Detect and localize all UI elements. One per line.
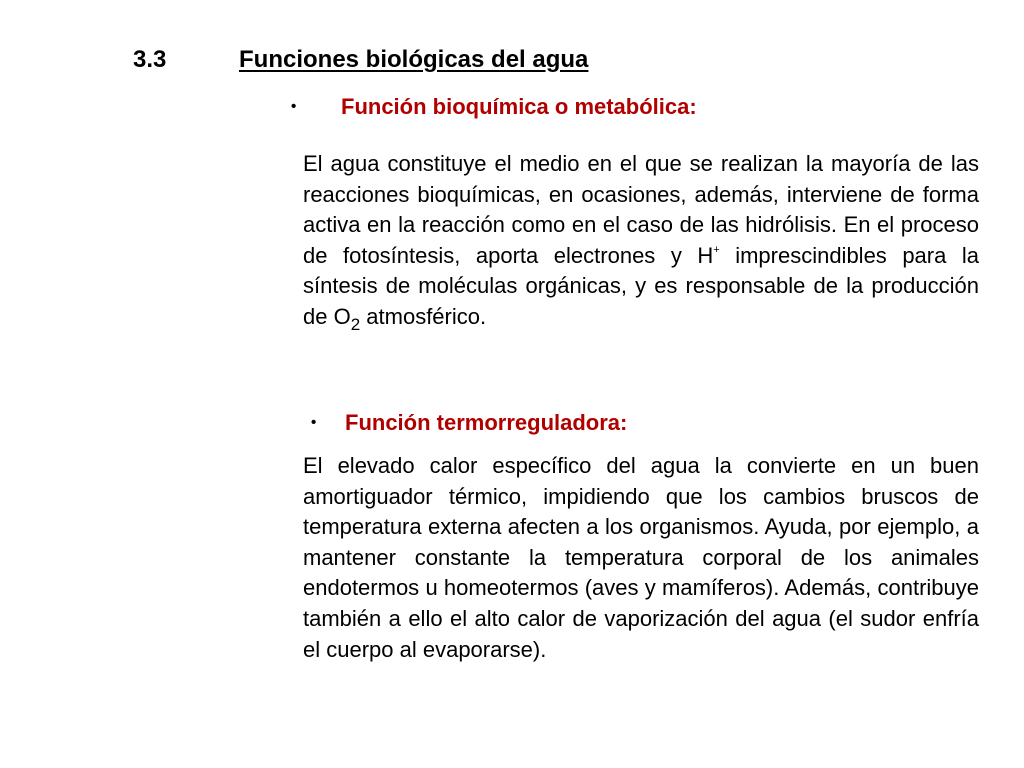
bullet-heading-thermoregulatory <box>311 410 811 436</box>
o2-subscript: 2 <box>350 314 361 334</box>
paragraph-metabolic <box>303 149 979 333</box>
bullet-icon: • <box>291 98 297 115</box>
paragraph-metabolic-text-3: atmosférico. <box>360 303 487 329</box>
heading-metabolic-label: Función bioquímica o metabólica: <box>341 94 697 119</box>
section-number: 3.3 <box>133 46 167 73</box>
hplus-superscript: + <box>713 243 720 256</box>
paragraph-thermoregulatory: El elevado calor específico del agua la convierte en un buen amortiguador térmico, impidiendo que los cambios bruscos de temperatura externa afecten a los organismos. Ayuda, por ejemplo, a mantener constante la temperatura corporal de los animales endotermos u homeotermos (aves y mamíferos). Además, contribuye también a ello el alto calor de vaporización del agua (el sudor enfría el cuerpo al evaporarse). <box>303 453 979 662</box>
section-title: Funciones biológicas del agua <box>239 46 589 73</box>
bullet-heading-metabolic <box>291 94 791 120</box>
paragraph-metabolic-text-1: El agua constituye el medio en el que se realizan la mayoría de las reacciones bioquímicas, en ocasiones, además, interviene de forma activa en la reacción como en el caso de las hidrólisis. En el proceso de fotosíntesis, aporta electrones y H <box>303 151 979 268</box>
paragraph-metabolic-text-2: imprescindibles para la síntesis de moléculas orgánicas, y es responsable de la producción de O <box>303 242 979 329</box>
heading-thermoregulatory-label: Función termorreguladora: <box>345 410 628 435</box>
bullet-icon: • <box>311 414 317 431</box>
